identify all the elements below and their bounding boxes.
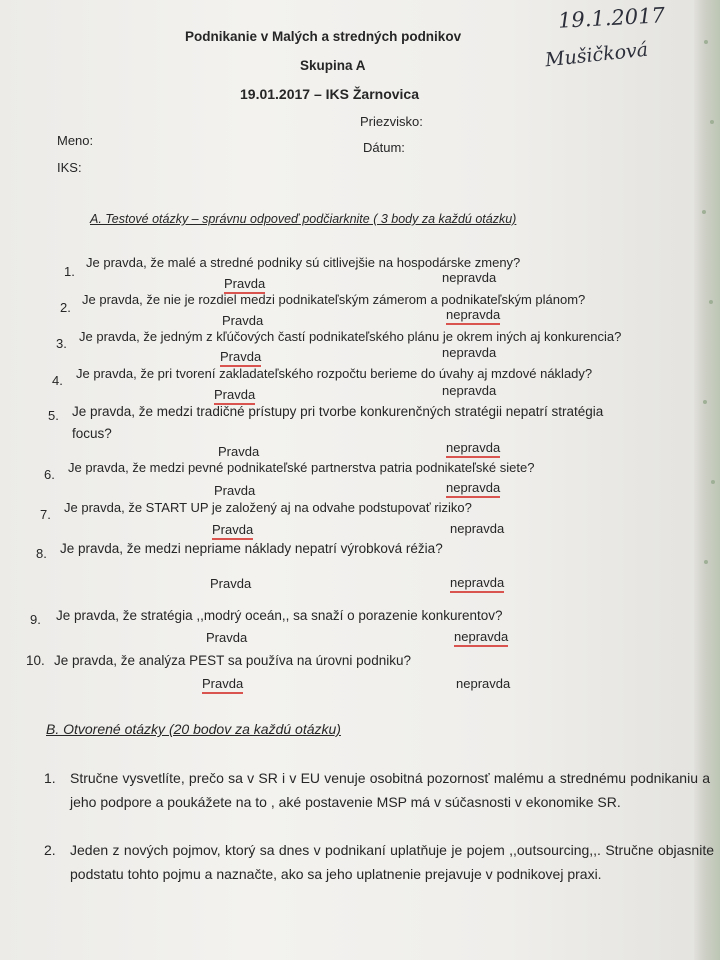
question-number: 1.	[44, 770, 56, 786]
handwritten-signature: Mušičková	[544, 38, 650, 72]
question-text: Je pravda, že analýza PEST sa používa na úrovni podniku?	[54, 653, 411, 668]
answer-right[interactable]: nepravda	[450, 521, 505, 536]
question-text: Je pravda, že medzi tradičné prístupy pri tvorbe konkurenčných stratégii nepatrí stratégia	[72, 404, 604, 419]
answer-right[interactable]: nepravda	[450, 575, 504, 590]
answer-left[interactable]: Pravda	[210, 576, 252, 591]
answer-right[interactable]: nepravda	[442, 270, 497, 285]
question-number: 3.	[56, 336, 67, 351]
handwritten-date: 19.1.2017	[557, 3, 666, 33]
answer-left[interactable]: Pravda	[214, 483, 256, 498]
question-text: Je pravda, že malé a stredné podniky sú citlivejšie na hospodárske zmeny?	[86, 255, 521, 270]
question-number: 8.	[36, 546, 47, 561]
answer-left[interactable]: Pravda	[224, 276, 265, 291]
question-text: Je pravda, že medzi nepriame náklady nepatrí výrobková réžia?	[60, 541, 443, 556]
exam-date-place: 19.01.2017 – IKS Žarnovica	[240, 86, 419, 102]
question-number: 2.	[60, 300, 71, 315]
question-text: Je pravda, že stratégia ,,modrý oceán,, sa snaží o porazenie konkurentov?	[56, 608, 503, 623]
answer-right[interactable]: nepravda	[442, 345, 497, 360]
answer-left[interactable]: Pravda	[202, 676, 243, 691]
open-question	[44, 766, 710, 814]
answer-right[interactable]: nepravda	[446, 440, 500, 455]
surname-label: Priezvisko:	[360, 114, 423, 129]
answer-right[interactable]: nepravda	[442, 383, 497, 398]
name-label: Meno:	[57, 133, 94, 148]
question-number: 9.	[30, 612, 41, 627]
question-number: 5.	[48, 408, 59, 423]
question-text: Je pravda, že START UP je založený aj na odvahe podstupovať riziko?	[64, 500, 472, 515]
answer-left[interactable]: Pravda	[220, 349, 261, 364]
exam-group: Skupina A	[300, 58, 366, 73]
answer-left[interactable]: Pravda	[214, 387, 255, 402]
date-label: Dátum:	[363, 140, 405, 155]
question-number: 6.	[44, 467, 55, 482]
iks-label: IKS:	[57, 160, 82, 175]
answer-left[interactable]: Pravda	[206, 630, 248, 645]
tablecloth-edge	[694, 0, 720, 960]
section-a-heading: A. Testové otázky – správnu odpoveď podčiarknite ( 3 body za každú otázku)	[90, 212, 517, 226]
question-number: 2.	[44, 842, 56, 858]
question-text: Je pravda, že nie je rozdiel medzi podnikateľským zámerom a podnikateľským plánom?	[82, 292, 586, 307]
question-number: 1.	[64, 264, 75, 279]
question-text: Stručne vysvetlíte, prečo sa v SR i v EU venuje osobitná pozornosť malému a strednému podnikaniu a jeho podpore a poukážete na to , aké postavenie MSP má v súčasnosti v ekonomike SR.	[70, 770, 710, 810]
answer-left[interactable]: Pravda	[218, 444, 260, 459]
answer-right[interactable]: nepravda	[446, 480, 500, 495]
open-question	[44, 838, 714, 886]
question-text: Jeden z nových pojmov, ktorý sa dnes v podnikaní uplatňuje je pojem ,,outsourcing,,. Stručne objasnite podstatu tohto pojmu a naznačte, ako sa jeho uplatnenie prejavuje v podnikovej praxi.	[70, 842, 714, 882]
question-text: Je pravda, že jedným z kľúčových častí podnikateľského plánu je okrem iných aj konkurencia?	[79, 329, 622, 344]
question-number: 10.	[26, 653, 45, 668]
question-text: Je pravda, že medzi pevné podnikateľské partnerstva patria podnikateľské siete?	[68, 460, 535, 475]
answer-right[interactable]: nepravda	[446, 307, 500, 322]
question-text-continued: focus?	[72, 426, 112, 441]
question-text: Je pravda, že pri tvorení zakladateľského rozpočtu berieme do úvahy aj mzdové náklady?	[76, 366, 593, 381]
question-number: 4.	[52, 373, 63, 388]
answer-right[interactable]: nepravda	[454, 629, 508, 644]
answer-right[interactable]: nepravda	[456, 676, 511, 691]
answer-left[interactable]: Pravda	[222, 313, 264, 328]
section-b-heading: B. Otvorené otázky (20 bodov za každú otázku)	[46, 721, 341, 737]
exam-title: Podnikanie v Malých a stredných podnikov	[185, 29, 462, 44]
answer-left[interactable]: Pravda	[212, 522, 253, 537]
question-number: 7.	[40, 507, 51, 522]
